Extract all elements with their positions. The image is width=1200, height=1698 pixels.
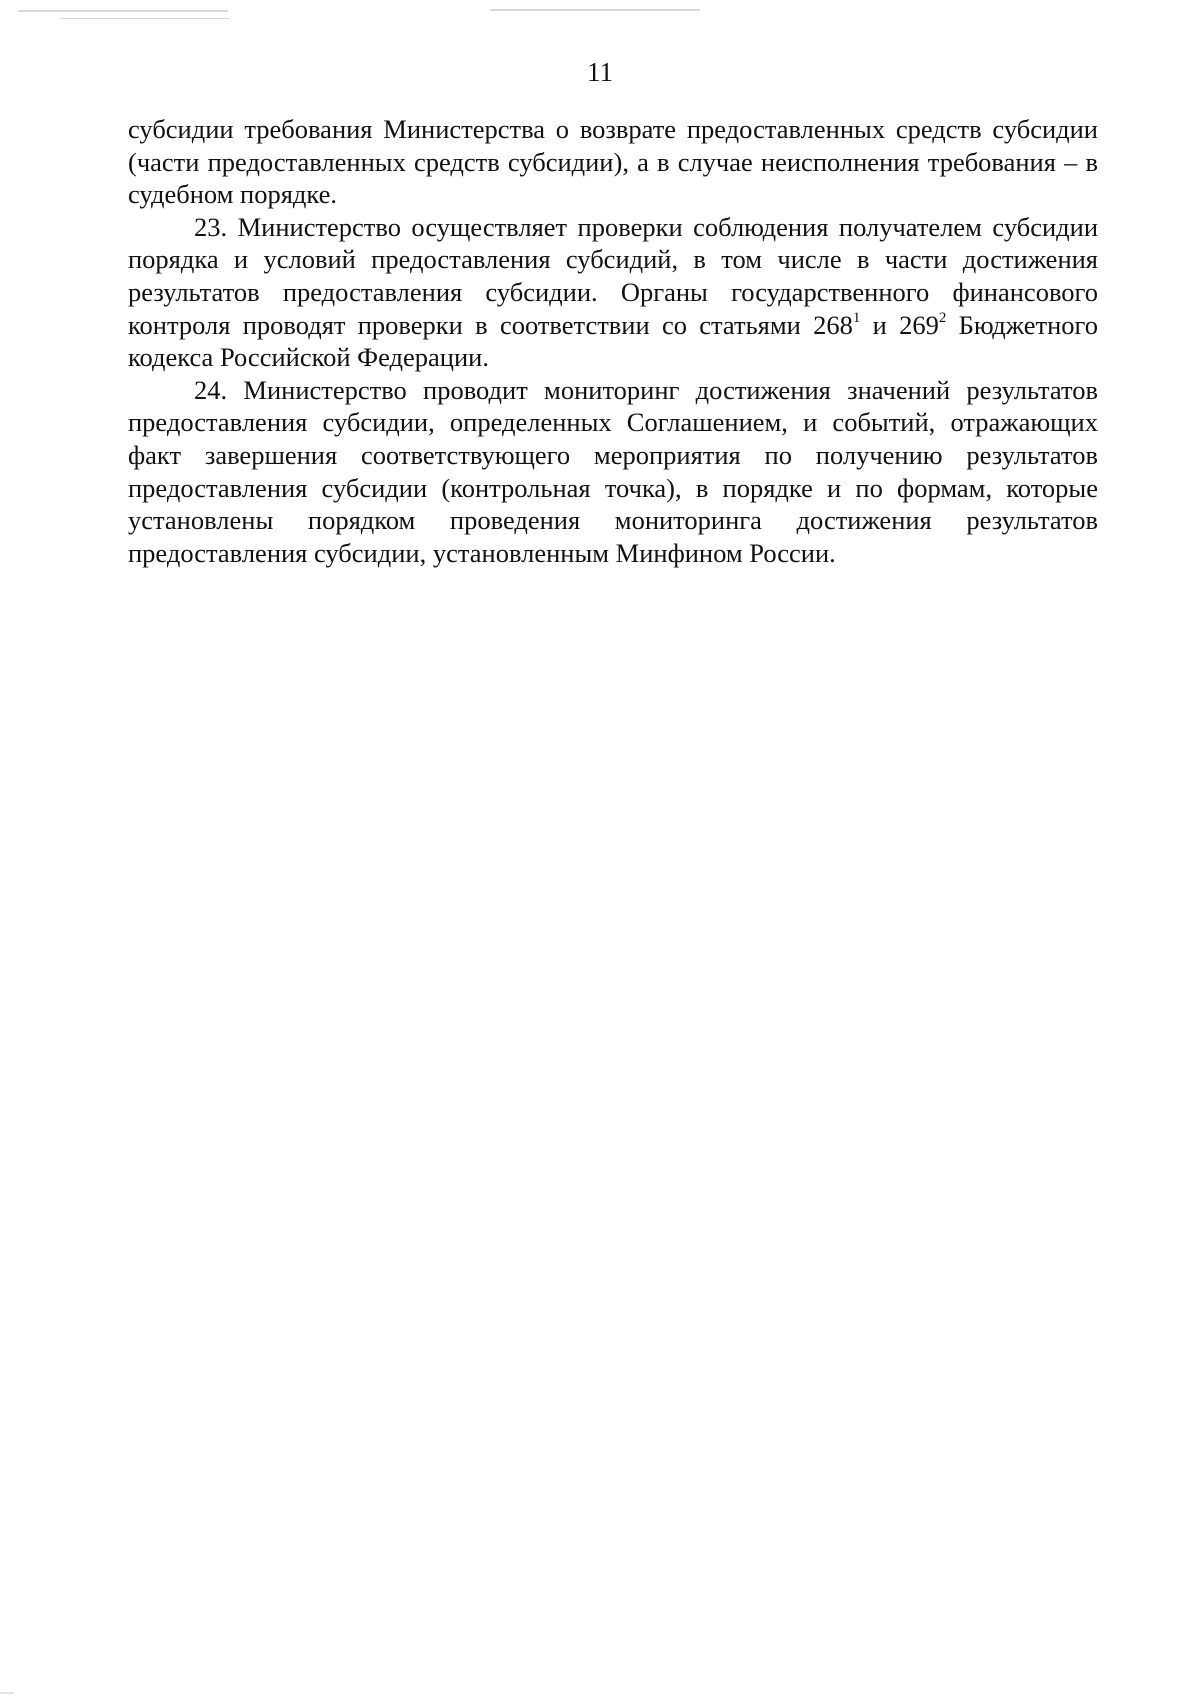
paragraph-23-text-part2: и 269 <box>860 309 939 340</box>
paragraph-23-superscript-2: 2 <box>938 309 947 326</box>
paragraph-23 <box>128 211 1098 374</box>
scan-artifact-top-left-secondary <box>60 18 230 19</box>
scan-artifact-top-center <box>490 9 700 11</box>
document-body <box>128 113 1098 569</box>
paragraph-24: 24. Министерство проводит мониторинг достижения значений результатов предоставления субсидии, определенных Соглашением, и событий, отражающих факт завершения соответствующего мероприятия по получению результатов предоставления субсидии (контрольная точка), в порядке и по формам, которые установлены порядком проведения мониторинга достижения результатов предоставления субсидии, установленным Минфином России. <box>128 374 1098 568</box>
page-number: 11 <box>587 57 613 87</box>
paragraph-23-text-part1: 23. Министерство осуществляет проверки соблюдения получателем субсидии порядка и условий предоставления субсидий, в том числе в части достижения результатов предоставления субсидии. Органы государственного финансового контроля проводят проверки в соответствии со статьями 268 <box>128 211 1098 340</box>
scan-artifact-bottom-left <box>0 1692 14 1694</box>
paragraph-continuation: субсидии требования Министерства о возврате предоставленных средств субсидии (части предоставленных средств субсидии), а в случае неисполнения требования – в судебном порядке. <box>128 114 1098 210</box>
scan-artifact-top-left <box>18 10 228 12</box>
paragraph-23-text-part3: Бюджетного кодекса Российской Федерации. <box>128 309 1098 373</box>
paragraph-23-superscript-1: 1 <box>852 309 861 326</box>
